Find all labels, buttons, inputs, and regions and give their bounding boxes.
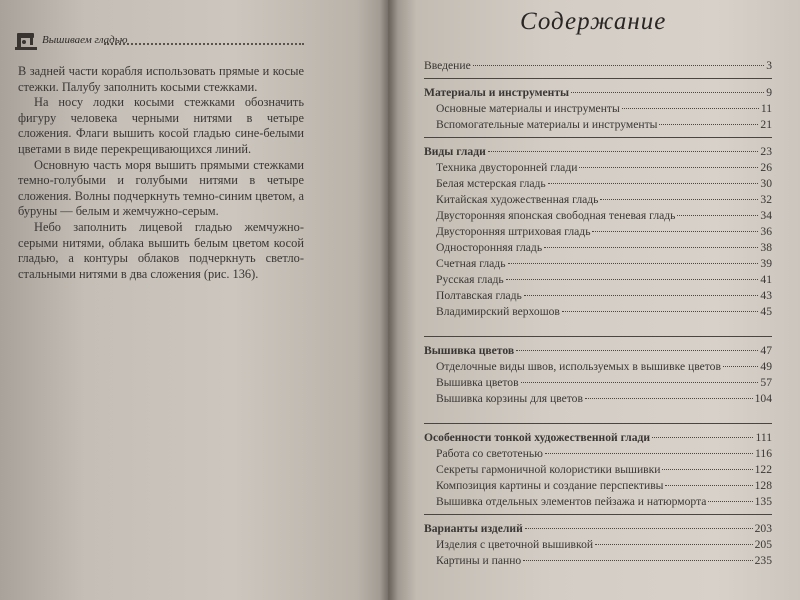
toc-leader [708, 501, 752, 502]
toc-leader [665, 485, 752, 486]
toc-entry [424, 537, 772, 553]
toc-entry-title: Секреты гармоничной колористики вышивки [436, 463, 661, 476]
toc-entry-page: 26 [760, 161, 772, 174]
toc-entry-title: Китайская художественная гладь [436, 193, 599, 206]
toc-leader [524, 295, 759, 296]
toc-leader [652, 437, 753, 438]
toc-section-page: 47 [760, 344, 772, 357]
toc-section-title: Вышивка цветов [424, 344, 515, 357]
toc-entry [424, 208, 772, 224]
toc-section [424, 85, 772, 101]
toc-section [424, 144, 772, 160]
toc-entry-page: 43 [760, 289, 772, 302]
toc-entry-title: Счетная гладь [436, 257, 506, 270]
table-of-contents [424, 58, 772, 569]
toc-entry-title: Введение [424, 59, 471, 72]
toc-leader [579, 167, 758, 168]
toc-entry-page: 128 [754, 479, 772, 492]
toc-entry-page: 21 [760, 118, 772, 131]
toc-entry-page: 11 [760, 102, 772, 115]
toc-leader [488, 151, 759, 152]
toc-entry-title: Вышивка цветов [436, 376, 519, 389]
toc-entry-title: Композиция картины и создание перспективы [436, 479, 664, 492]
toc-entry-page: 3 [766, 59, 772, 72]
toc-entry [424, 176, 772, 192]
toc-leader [592, 231, 758, 232]
toc-leader [523, 560, 752, 561]
toc-entry [424, 359, 772, 375]
toc-leader [659, 124, 758, 125]
toc-entry-page: 104 [754, 392, 772, 405]
toc-section-page: 23 [760, 145, 772, 158]
toc-entry [424, 446, 772, 462]
toc-entry [424, 160, 772, 176]
toc-leader [473, 65, 764, 66]
toc-entry-page: 45 [760, 305, 772, 318]
toc-entry-title: Работа со светотенью [436, 447, 543, 460]
toc-leader [521, 382, 759, 383]
toc-entry [424, 224, 772, 240]
toc-entry [424, 553, 772, 569]
toc-entry-title: Картины и панно [436, 554, 522, 567]
header-divider [104, 43, 304, 45]
toc-entry-page: 49 [760, 360, 772, 373]
paragraph: На носу лодки косыми стежками обозначить фигуру человека черными нитями в четыре сложения. Флаги вышить косой гладью сине-белыми цветами в виде перекрещивающихся линий. [18, 95, 304, 156]
toc-leader [600, 199, 758, 200]
toc-leader [677, 215, 758, 216]
toc-section-page: 203 [754, 522, 772, 535]
toc-entry [424, 272, 772, 288]
toc-section [424, 343, 772, 359]
toc-entry [424, 478, 772, 494]
toc-entry-title: Основные материалы и инструменты [436, 102, 620, 115]
toc-leader [595, 544, 753, 545]
section-divider [424, 137, 772, 138]
toc-entry-page: 36 [760, 225, 772, 238]
toc-entry-page: 116 [755, 447, 772, 460]
toc-section-page: 111 [755, 431, 772, 444]
toc-entry [424, 494, 772, 510]
toc-entry [424, 462, 772, 478]
toc-section-page: 9 [766, 86, 772, 99]
toc-leader [585, 398, 753, 399]
toc-entry [424, 304, 772, 320]
toc-entry-title: Русская гладь [436, 273, 504, 286]
section-divider [424, 336, 772, 337]
paragraph: Небо заполнить лицевой гладью жемчужно-серыми нитями, облака вышить белым цветом косой гладью, а контуры облаков подчеркнуть светло-стальными нитями в два сложения (рис. 136). [18, 219, 304, 281]
toc-section [424, 521, 772, 537]
toc-section [424, 430, 772, 446]
paragraph: В задней части корабля использовать прямые и косые стежки. Палубу заполнить косыми стежками. [18, 64, 304, 94]
toc-entry-title: Техника двусторонней глади [436, 161, 578, 174]
toc-entry-title: Отделочные виды швов, используемых в вышивке цветов [436, 360, 721, 373]
toc-entry [424, 256, 772, 272]
spacer [424, 320, 772, 332]
toc-leader [622, 108, 759, 109]
left-body-text [18, 64, 304, 282]
toc-leader [544, 247, 758, 248]
toc-entry-title: Белая мстерская гладь [436, 177, 546, 190]
toc-entry-page: 135 [754, 495, 772, 508]
toc-entry-title: Изделия с цветочной вышивкой [436, 538, 594, 551]
toc-entry-page: 235 [754, 554, 772, 567]
toc-entry-page: 38 [760, 241, 772, 254]
toc-entry-title: Двусторонняя японская свободная теневая гладь [436, 209, 676, 222]
toc-leader [506, 279, 759, 280]
paragraph: Основную часть моря вышить прямыми стежками темно-голубыми и голубыми нитями в четыре сложения. Волны подчеркнуть темно-синим цветом, а буруны — белым и жемчужно-серым. [18, 157, 304, 219]
toc-entry-intro [424, 58, 772, 74]
toc-entry-title: Двусторонняя штриховая гладь [436, 225, 591, 238]
section-divider [424, 514, 772, 515]
toc-leader [548, 183, 759, 184]
toc-leader [571, 92, 764, 93]
toc-entry [424, 192, 772, 208]
toc-entry-page: 32 [760, 193, 772, 206]
toc-entry [424, 117, 772, 133]
toc-entry-page: 57 [760, 376, 772, 389]
toc-entry [424, 240, 772, 256]
toc-section-title: Особенности тонкой художественной глади [424, 431, 651, 444]
toc-leader [516, 350, 758, 351]
spacer [424, 407, 772, 419]
header-title: Вышиваем гладью [42, 34, 128, 46]
toc-leader [662, 469, 752, 470]
book-gutter [380, 0, 398, 600]
toc-entry-title: Вышивка отдельных элементов пейзажа и натюрморта [436, 495, 707, 508]
toc-section-title: Варианты изделий [424, 522, 523, 535]
toc-section-title: Виды глади [424, 145, 486, 158]
toc-entry-title: Владимирский верхошов [436, 305, 560, 318]
section-divider [424, 78, 772, 79]
toc-entry-page: 34 [760, 209, 772, 222]
toc-entry-page: 39 [760, 257, 772, 270]
toc-entry [424, 375, 772, 391]
toc-entry-page: 205 [754, 538, 772, 551]
running-header [14, 30, 304, 52]
toc-entry-title: Вспомогательные материалы и инструменты [436, 118, 658, 131]
toc-leader [545, 453, 753, 454]
toc-entry-title: Полтавская гладь [436, 289, 522, 302]
toc-leader [525, 528, 753, 529]
toc-entry-title: Односторонняя гладь [436, 241, 543, 254]
toc-entry [424, 288, 772, 304]
toc-entry-page: 41 [760, 273, 772, 286]
contents-title: Содержание [520, 8, 667, 35]
section-divider [424, 423, 772, 424]
toc-entry-title: Вышивка корзины для цветов [436, 392, 583, 405]
toc-leader [562, 311, 759, 312]
toc-entry-page: 30 [760, 177, 772, 190]
toc-leader [508, 263, 759, 264]
toc-leader [723, 366, 758, 367]
toc-entry [424, 391, 772, 407]
toc-entry [424, 101, 772, 117]
sewing-machine-icon [14, 30, 38, 52]
toc-entry-page: 122 [754, 463, 772, 476]
toc-section-title: Материалы и инструменты [424, 86, 570, 99]
